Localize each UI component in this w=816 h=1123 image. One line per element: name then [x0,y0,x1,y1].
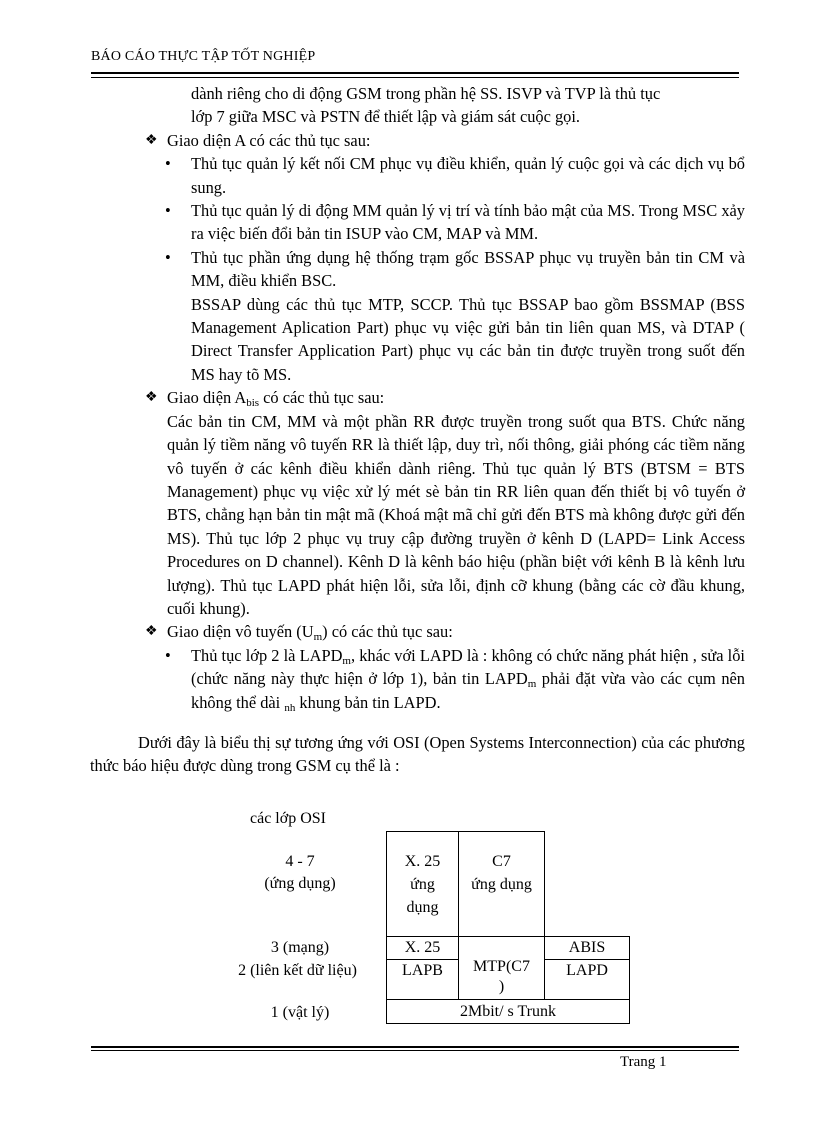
continued-line-2: lớp 7 giữa MSC và PSTN để thiết lập và giám sát cuộc gọi. [191,107,581,127]
section-a-bullet-3 [165,246,745,293]
c7-app-line-2: ứng dụng [471,876,532,893]
subscript: bis [246,397,260,410]
heading-text: Giao diện A [167,388,247,408]
page-header-title: BÁO CÁO THỰC TẬP TỐT NGHIỆP [91,49,316,64]
continued-line-1: dành riêng cho di động GSM trong phần hệ SS. ISVP và TVP là thủ tục [191,84,661,103]
section-abis-heading [145,386,745,410]
continued-paragraph [191,82,745,129]
x25-app-line-3: dụng [406,899,439,916]
bullet-dot-icon: • [165,645,171,665]
subscript: m [313,631,323,644]
bullet-text: , khác với LAPD là : không có chức năng phát hiện , sửa lỗi (chức năng này thực hiện ở lớp 1), bản tin LAPD [191,645,745,689]
subscript: nh [284,701,296,714]
section-a-bullet-1 [165,152,745,199]
bullet-dot-icon: • [165,201,171,221]
page-number: Trang 1 [620,1054,667,1070]
lapb-text: LAPB [402,962,443,979]
section-a-bullet-3-continuation: BSSAP dùng các thủ tục MTP, SCCP. Thủ tục BSSAP bao gồm BSSMAP (BSS Management Aplication Part) phục vụ việc gửi bản tin liên quan MS, và DTAP ( Direct Transfer Application Part) phục vụ các bản tin được truyền trong suốt đến MS hay tõ MS. [191,294,745,384]
bullet-text: Thủ tục lớp 2 là LAPD [191,645,343,665]
bullet-dot-icon: • [165,154,171,174]
section-a-heading-text: Giao diện A có các thủ tục sau: [167,130,371,150]
section-abis-body: Các bản tin CM, MM và một phần RR được truyền trong suốt qua BTS. Chức năng quản lý tiềm năng vô tuyến RR là thiết lập, duy trì, nối thông, giải phóng các tiềm năng vô tuyến ở các kênh điều khiển dành riêng. Thủ tục quản lý BTS (BTSM = BTS Management) phục vụ việc xử lý mét sè bản tin RR liên quan đến thiết bị vô tuyến ở BTS, chẳng hạn bản tin mật mã (Khoá mật mã chỉ gửi đến BTS mà không được gửi đến MS). Thủ tục lớp 2 phục vụ truy cập đường truyền ở kênh D (LAPD= Link Access Procedures on D channel). Kênh D là kênh báo hiệu (phần biệt với kênh B là kênh lưu lượng). Thủ tục LAPD phát hiện lỗi, sửa lỗi, định cỡ khung (bằng các cờ đầu khung, cuối khung). [167,411,745,618]
diamond-bullet-icon: ❖ [145,390,158,406]
header-rule-thin [91,77,739,78]
x25-app-line-1: X. 25 [404,853,441,870]
section-a-heading [145,129,745,152]
layer-3-label: 3 (mạng) [270,939,330,956]
intro-paragraph: Dưới đây là biểu thị sự tương ứng với OSI (Open Systems Interconnection) của các phương thức báo hiệu được dùng trong GSM cụ thể là : [90,732,745,776]
lapd-text: LAPD [566,962,608,979]
section-a-bullet-2 [165,199,745,246]
document-body [90,82,745,778]
header-rule-thick [91,72,739,74]
mtp-line-1: MTP(C7 [473,958,530,975]
bullet-text: Thủ tục quản lý di động MM quản lý vị trí và tính bảo mật của MS. Trong MSC xảy ra việc biến đổi bản tin ISUP vào CM, MAP và MM. [191,201,745,244]
x25-app-line-2: ứng [410,876,435,893]
bullet-text: phải đặt vừa vào các cụm nên không thể dài [191,669,745,712]
diamond-bullet-icon: ❖ [145,132,158,148]
section-um-bullet [165,644,745,714]
bullet-text: khung bản tin LAPD. [295,692,441,712]
layer-4-7-sublabel: (ứng dụng) [264,875,336,892]
heading-text: ) có các thủ tục sau: [322,622,453,642]
layer-1-label: 1 (vật lý) [270,1004,330,1021]
subscript: m [342,654,351,667]
diagram-title: các lớp OSI [250,810,326,827]
heading-text: Giao diện vô tuyến (U [167,622,314,642]
c7-app-line-1: C7 [492,853,511,870]
layer-4-7-label: 4 - 7 [285,853,315,870]
abis-text: ABIS [568,939,606,956]
layer-2-label: 2 (liên kết dữ liệu) [238,962,357,979]
trunk-text: 2Mbit/ s Trunk [459,1003,557,1020]
heading-text: có các thủ tục sau: [259,388,385,408]
bullet-dot-icon: • [165,247,171,267]
bullet-text: Thủ tục phần ứng dụng hệ thống trạm gốc BSSAP phục vụ truyền bản tin CM và MM, điều khiển BSC. [191,247,745,291]
mtp-line-2: ) [498,978,505,995]
footer-rule-thick [91,1046,739,1048]
section-um-heading [145,620,745,644]
footer-rule-thin [91,1050,739,1051]
bullet-text: Thủ tục quản lý kết nối CM phục vụ điều khiển, quản lý cuộc gọi và các dịch vụ bổ sung. [191,154,745,197]
diamond-bullet-icon: ❖ [145,624,158,640]
x25-text: X. 25 [404,939,441,956]
subscript: m [527,678,537,691]
